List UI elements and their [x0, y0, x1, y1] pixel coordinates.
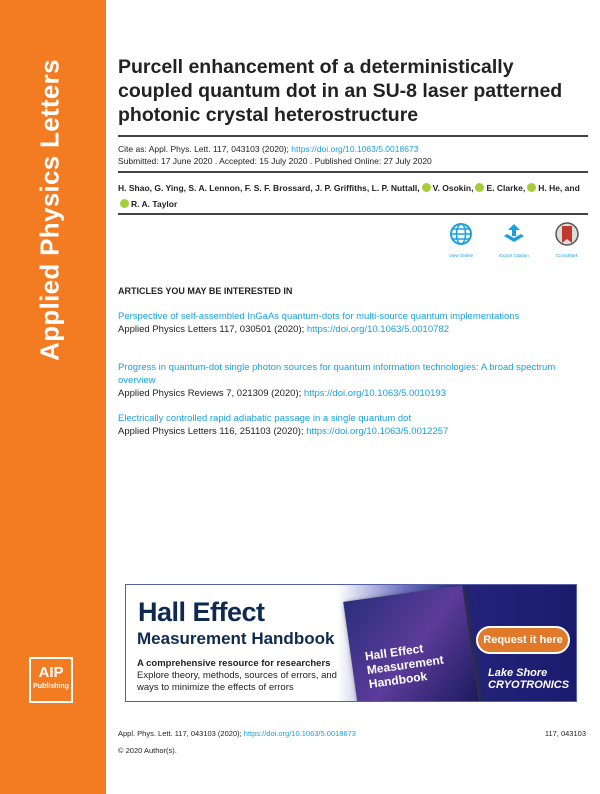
lake-shore-logo: Lake Shore CRYOTRONICS	[488, 667, 570, 691]
related-heading: ARTICLES YOU MAY BE INTERESTED IN	[118, 286, 293, 296]
journal-sidebar	[0, 0, 106, 794]
view-online-button[interactable]: View Online	[440, 222, 482, 258]
orcid-icon[interactable]	[120, 199, 129, 208]
orcid-icon[interactable]	[422, 183, 431, 192]
export-icon	[501, 222, 527, 246]
globe-icon	[449, 222, 473, 246]
divider	[118, 135, 588, 137]
divider	[118, 171, 588, 173]
export-citation-button[interactable]: Export Citation	[493, 222, 535, 258]
request-button[interactable]: Request it here	[476, 626, 570, 654]
dates: Submitted: 17 June 2020 . Accepted: 15 July 2020 . Published Online: 27 July 2020	[118, 156, 432, 166]
related-article: Progress in quantum-dot single photon sources for quantum information technologies: A broad spectrum overview Applied Physics Reviews 7, 021309 (2020); https://doi.org/10.1063/5.0010193	[118, 362, 556, 399]
article-title: Purcell enhancement of a deterministically coupled quantum dot in an SU-8 laser patterned photonic crystal heterostructure	[118, 56, 563, 126]
copyright: © 2020 Author(s).	[118, 746, 177, 755]
related-article: Electrically controlled rapid adiabatic passage in a single quantum dot Applied Physics Letters 116, 251103 (2020); https://doi.org/10.1063/5.0012257	[118, 413, 449, 437]
crossmark-button[interactable]: CrossMark	[546, 222, 588, 258]
related-article: Perspective of self-assembled InGaAs quantum-dots for multi-source quantum implementations Applied Physics Letters 117, 030501 (2020); https://doi.org/10.1063/5.0010782	[118, 311, 520, 335]
journal-name: Applied Physics Letters	[34, 59, 65, 361]
authors: H. Shao, G. Ying, S. A. Lennon, F. S. F. Brossard, J. P. Griffiths, L. P. Nuttall, V. Osokin, E. Clarke, H. He, and R. A. Taylor	[118, 183, 580, 209]
footer-citation: Appl. Phys. Lett. 117, 043103 (2020); https://doi.org/10.1063/5.0018673	[118, 729, 356, 738]
crossmark-icon	[555, 222, 579, 246]
orcid-icon[interactable]	[527, 183, 536, 192]
article-tools	[440, 222, 588, 258]
advertisement-banner[interactable]: Hall Effect Measurement Handbook Hall Effect Measurement Handbook A comprehensive resource for researchers Explore theory, methods, sources of errors, and ways to minimize the effects of errors Request it here Lake Shore CRYOTRONICS	[125, 584, 577, 702]
aip-publishing-logo: AIP Publishing	[29, 657, 73, 703]
divider	[118, 213, 588, 215]
page-number: 117, 043103	[544, 729, 586, 738]
orcid-icon[interactable]	[475, 183, 484, 192]
handbook-cover: Hall Effect Measurement Handbook	[343, 585, 479, 702]
doi-link[interactable]: https://doi.org/10.1063/5.0018673	[291, 144, 419, 154]
citation: Cite as: Appl. Phys. Lett. 117, 043103 (2020); https://doi.org/10.1063/5.0018673	[118, 144, 419, 154]
